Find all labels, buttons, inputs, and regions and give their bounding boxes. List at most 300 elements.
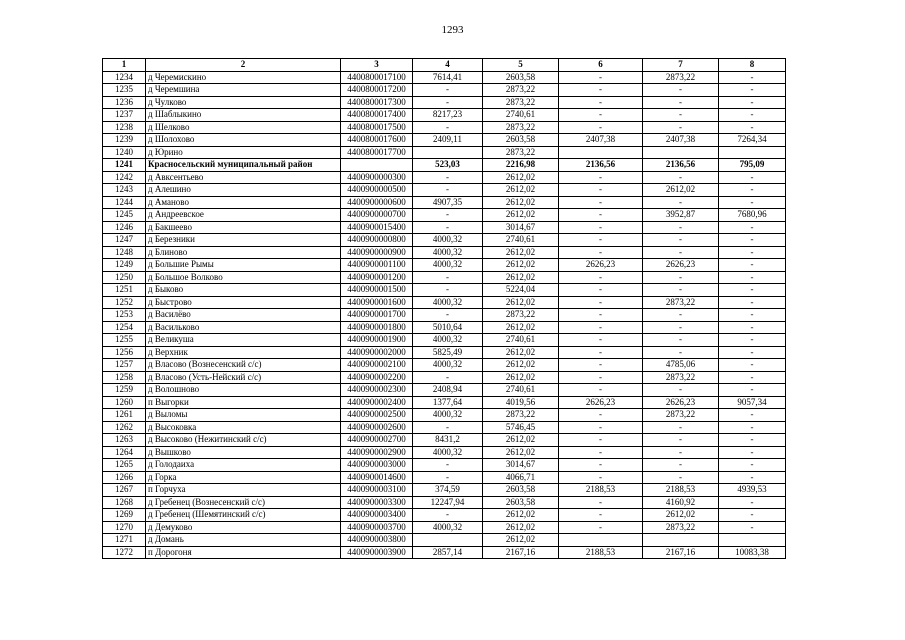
settlement-name: д Черемискино	[146, 71, 341, 84]
table-row	[103, 421, 786, 434]
cell-col8	[719, 534, 786, 547]
cell-col5: 5746,45	[483, 421, 559, 434]
cell-col8: -	[719, 121, 786, 134]
table-row	[103, 434, 786, 447]
cell-col6: -	[559, 309, 643, 322]
cell-col8: -	[719, 409, 786, 422]
oktmo-code: 4400900002600	[341, 421, 413, 434]
cell-col5: 2873,22	[483, 96, 559, 109]
cell-col5: 4066,71	[483, 471, 559, 484]
oktmo-code: 4400900001100	[341, 259, 413, 272]
cell-col4: 1377,64	[413, 396, 483, 409]
cell-col7: -	[643, 346, 719, 359]
cell-col8	[719, 146, 786, 159]
row-number: 1252	[103, 296, 146, 309]
cell-col4	[413, 146, 483, 159]
row-number: 1234	[103, 71, 146, 84]
row-number: 1243	[103, 184, 146, 197]
cell-col4: -	[413, 171, 483, 184]
settlement-name: д Черемшина	[146, 84, 341, 97]
cell-col4: -	[413, 371, 483, 384]
cell-col5: 2612,02	[483, 196, 559, 209]
header-row	[103, 59, 786, 72]
cell-col6: -	[559, 409, 643, 422]
cell-col7: 2612,02	[643, 184, 719, 197]
row-number: 1259	[103, 384, 146, 397]
cell-col5: 2612,02	[483, 434, 559, 447]
table-row	[103, 546, 786, 559]
cell-col4: -	[413, 421, 483, 434]
table-row	[103, 509, 786, 522]
cell-col7: -	[643, 446, 719, 459]
cell-col4: -	[413, 84, 483, 97]
oktmo-code: 4400900000500	[341, 184, 413, 197]
table-row	[103, 334, 786, 347]
column-header: 6	[559, 59, 643, 72]
oktmo-code: 4400900002700	[341, 434, 413, 447]
settlement-name: п Горчуха	[146, 484, 341, 497]
oktmo-code: 4400900000700	[341, 209, 413, 222]
cell-col7: 2136,56	[643, 159, 719, 172]
oktmo-code: 4400900003400	[341, 509, 413, 522]
cell-col5: 2873,22	[483, 409, 559, 422]
settlement-name: д Шелково	[146, 121, 341, 134]
settlement-name: д Шолохово	[146, 134, 341, 147]
row-number: 1255	[103, 334, 146, 347]
cell-col5: 2612,02	[483, 246, 559, 259]
cell-col4: 4000,32	[413, 446, 483, 459]
oktmo-code: 4400900001600	[341, 296, 413, 309]
cell-col8: -	[719, 271, 786, 284]
cell-col4: -	[413, 209, 483, 222]
table-row	[103, 484, 786, 497]
cell-col5: 2612,02	[483, 171, 559, 184]
column-header: 3	[341, 59, 413, 72]
cell-col5: 2873,22	[483, 121, 559, 134]
settlement-name: д Шаблыкино	[146, 109, 341, 122]
row-number: 1263	[103, 434, 146, 447]
settlement-name: д Власово (Усть-Нейский с/с)	[146, 371, 341, 384]
oktmo-code: 4400900015400	[341, 221, 413, 234]
row-number: 1246	[103, 221, 146, 234]
cell-col6: -	[559, 221, 643, 234]
cell-col4: -	[413, 284, 483, 297]
oktmo-code: 4400900002100	[341, 359, 413, 372]
oktmo-code: 4400900002900	[341, 446, 413, 459]
cell-col5: 3014,67	[483, 221, 559, 234]
cell-col5: 4019,56	[483, 396, 559, 409]
table-row	[103, 109, 786, 122]
cell-col6	[559, 146, 643, 159]
column-header: 8	[719, 59, 786, 72]
cell-col5: 2216,98	[483, 159, 559, 172]
cell-col6	[559, 534, 643, 547]
cell-col4: 523,03	[413, 159, 483, 172]
oktmo-code: 4400900003700	[341, 521, 413, 534]
row-number: 1272	[103, 546, 146, 559]
cell-col6: -	[559, 121, 643, 134]
cell-col8: 7680,96	[719, 209, 786, 222]
settlement-name: д Алешино	[146, 184, 341, 197]
row-number: 1260	[103, 396, 146, 409]
oktmo-code: 4400900002200	[341, 371, 413, 384]
cell-col7: -	[643, 196, 719, 209]
row-number: 1250	[103, 271, 146, 284]
cell-col6: -	[559, 496, 643, 509]
oktmo-code: 4400900003900	[341, 546, 413, 559]
oktmo-code: 4400900001500	[341, 284, 413, 297]
table-row	[103, 296, 786, 309]
cell-col4: 7614,41	[413, 71, 483, 84]
table-row	[103, 259, 786, 272]
cell-col8: -	[719, 446, 786, 459]
cell-col8: -	[719, 334, 786, 347]
table-row	[103, 284, 786, 297]
cell-col6: 2407,38	[559, 134, 643, 147]
column-header: 1	[103, 59, 146, 72]
row-number: 1254	[103, 321, 146, 334]
cell-col4: 4000,32	[413, 259, 483, 272]
cell-col7: -	[643, 121, 719, 134]
row-number: 1242	[103, 171, 146, 184]
settlement-name: д Горка	[146, 471, 341, 484]
column-header: 5	[483, 59, 559, 72]
cell-col5: 2740,61	[483, 334, 559, 347]
row-number: 1257	[103, 359, 146, 372]
cell-col5: 2612,02	[483, 321, 559, 334]
cell-col6: -	[559, 446, 643, 459]
cell-col7: 2873,22	[643, 371, 719, 384]
cell-col7: -	[643, 384, 719, 397]
cell-col7: -	[643, 309, 719, 322]
cell-col5: 2612,02	[483, 371, 559, 384]
cell-col7: -	[643, 109, 719, 122]
settlement-name: д Василёво	[146, 309, 341, 322]
row-number: 1266	[103, 471, 146, 484]
oktmo-code: 4400800017400	[341, 109, 413, 122]
oktmo-code: 4400900001200	[341, 271, 413, 284]
table-row	[103, 459, 786, 472]
cell-col8: -	[719, 109, 786, 122]
cell-col8: -	[719, 321, 786, 334]
cell-col4: 2857,14	[413, 546, 483, 559]
row-number: 1237	[103, 109, 146, 122]
settlement-name: д Высоково (Нежитинский с/с)	[146, 434, 341, 447]
oktmo-code: 4400900003000	[341, 459, 413, 472]
settlement-name: д Юрино	[146, 146, 341, 159]
cell-col4: 2409,11	[413, 134, 483, 147]
cell-col4: 5010,64	[413, 321, 483, 334]
cell-col7: -	[643, 421, 719, 434]
cell-col8: -	[719, 384, 786, 397]
cell-col7: 2188,53	[643, 484, 719, 497]
cell-col4: -	[413, 459, 483, 472]
cell-col6: -	[559, 209, 643, 222]
oktmo-code: 4400900003800	[341, 534, 413, 547]
cell-col6: -	[559, 171, 643, 184]
cell-col4: 4000,32	[413, 246, 483, 259]
cell-col8: -	[719, 309, 786, 322]
cell-col5: 2612,02	[483, 346, 559, 359]
row-number: 1244	[103, 196, 146, 209]
oktmo-code: 4400800017200	[341, 84, 413, 97]
cell-col7: 2873,22	[643, 409, 719, 422]
oktmo-code: 4400900002000	[341, 346, 413, 359]
cell-col6: 2626,23	[559, 259, 643, 272]
cell-col5: 2612,02	[483, 209, 559, 222]
cell-col7: -	[643, 434, 719, 447]
cell-col4: -	[413, 509, 483, 522]
cell-col4: -	[413, 271, 483, 284]
row-number: 1238	[103, 121, 146, 134]
settlement-name: д Аманово	[146, 196, 341, 209]
oktmo-code: 4400900002300	[341, 384, 413, 397]
cell-col5: 5224,04	[483, 284, 559, 297]
cell-col8: -	[719, 84, 786, 97]
cell-col7: 2873,22	[643, 71, 719, 84]
table-row	[103, 171, 786, 184]
cell-col7: -	[643, 321, 719, 334]
cell-col8: -	[719, 459, 786, 472]
cell-col6: -	[559, 196, 643, 209]
cell-col5: 2167,16	[483, 546, 559, 559]
cell-col7	[643, 146, 719, 159]
table-row	[103, 471, 786, 484]
cell-col4: 4000,32	[413, 296, 483, 309]
cell-col4: 4000,32	[413, 334, 483, 347]
cell-col8: -	[719, 71, 786, 84]
cell-col6: -	[559, 421, 643, 434]
table-row	[103, 321, 786, 334]
row-number: 1269	[103, 509, 146, 522]
settlement-name: д Быстрово	[146, 296, 341, 309]
table-row	[103, 371, 786, 384]
cell-col7: 2167,16	[643, 546, 719, 559]
table-row	[103, 96, 786, 109]
row-number: 1241	[103, 159, 146, 172]
cell-col7: -	[643, 221, 719, 234]
cell-col5: 2873,22	[483, 309, 559, 322]
row-number: 1271	[103, 534, 146, 547]
cell-col7: -	[643, 84, 719, 97]
settlement-name: д Демуково	[146, 521, 341, 534]
table-row	[103, 346, 786, 359]
cell-col6: -	[559, 234, 643, 247]
cell-col8: -	[719, 471, 786, 484]
cell-col7: 2612,02	[643, 509, 719, 522]
cell-col4: 4907,35	[413, 196, 483, 209]
cell-col7: -	[643, 334, 719, 347]
cell-col6: -	[559, 471, 643, 484]
cell-col6: -	[559, 434, 643, 447]
oktmo-code: 4400900003100	[341, 484, 413, 497]
table-row	[103, 221, 786, 234]
oktmo-code: 4400900001900	[341, 334, 413, 347]
oktmo-code: 4400800017300	[341, 96, 413, 109]
settlement-name: д Выломы	[146, 409, 341, 422]
cell-col6: -	[559, 271, 643, 284]
cell-col5: 2612,02	[483, 271, 559, 284]
oktmo-code: 4400900001800	[341, 321, 413, 334]
settlement-name: д Высоковка	[146, 421, 341, 434]
cell-col8: 7264,34	[719, 134, 786, 147]
row-number: 1249	[103, 259, 146, 272]
cell-col8: -	[719, 96, 786, 109]
oktmo-code	[341, 159, 413, 172]
cell-col8: -	[719, 346, 786, 359]
row-number: 1267	[103, 484, 146, 497]
cell-col4: 4000,32	[413, 234, 483, 247]
row-number: 1235	[103, 84, 146, 97]
row-number: 1270	[103, 521, 146, 534]
cell-col7: 2626,23	[643, 259, 719, 272]
row-number: 1247	[103, 234, 146, 247]
settlement-name: д Вышково	[146, 446, 341, 459]
settlement-name: д Большое Волково	[146, 271, 341, 284]
cell-col7: 4160,92	[643, 496, 719, 509]
oktmo-code: 4400900000800	[341, 234, 413, 247]
row-number: 1253	[103, 309, 146, 322]
oktmo-code: 4400900000900	[341, 246, 413, 259]
settlement-name: д Березники	[146, 234, 341, 247]
column-header: 2	[146, 59, 341, 72]
cell-col8: -	[719, 359, 786, 372]
settlement-name: д Власово (Вознесенский с/с)	[146, 359, 341, 372]
page-number: 1293	[441, 24, 464, 36]
cell-col5: 2612,02	[483, 359, 559, 372]
settlement-name: д Блиново	[146, 246, 341, 259]
table-row	[103, 396, 786, 409]
table-row	[103, 246, 786, 259]
cell-col6: -	[559, 284, 643, 297]
cell-col7	[643, 534, 719, 547]
settlement-name: д Андреевское	[146, 209, 341, 222]
cell-col6: -	[559, 371, 643, 384]
cell-col4: 12247,94	[413, 496, 483, 509]
settlement-name: д Голодаиха	[146, 459, 341, 472]
cell-col6: -	[559, 321, 643, 334]
cell-col5: 2612,02	[483, 259, 559, 272]
cell-col5: 2740,61	[483, 234, 559, 247]
row-number: 1265	[103, 459, 146, 472]
table-row	[103, 309, 786, 322]
cell-col7: 3952,87	[643, 209, 719, 222]
row-number: 1264	[103, 446, 146, 459]
cell-col8: -	[719, 371, 786, 384]
table-row	[103, 384, 786, 397]
settlement-name: д Гребенец (Шемятинский с/с)	[146, 509, 341, 522]
row-number: 1268	[103, 496, 146, 509]
cell-col8: -	[719, 496, 786, 509]
column-header: 7	[643, 59, 719, 72]
cell-col4: 4000,32	[413, 409, 483, 422]
cell-col6: -	[559, 84, 643, 97]
cell-col6: 2188,53	[559, 546, 643, 559]
oktmo-code: 4400900014600	[341, 471, 413, 484]
cell-col4: -	[413, 221, 483, 234]
cell-col7: -	[643, 284, 719, 297]
cell-col6: -	[559, 359, 643, 372]
table-row	[103, 271, 786, 284]
oktmo-code: 4400900001700	[341, 309, 413, 322]
row-number: 1261	[103, 409, 146, 422]
cell-col8: 795,09	[719, 159, 786, 172]
cell-col4: 374,59	[413, 484, 483, 497]
cell-col8: 9057,34	[719, 396, 786, 409]
table-row	[103, 359, 786, 372]
settlement-name: д Верхник	[146, 346, 341, 359]
cell-col8: -	[719, 434, 786, 447]
cell-col4: -	[413, 184, 483, 197]
cell-col7: -	[643, 234, 719, 247]
cell-col7: -	[643, 246, 719, 259]
cell-col6: -	[559, 346, 643, 359]
row-number: 1245	[103, 209, 146, 222]
row-number: 1251	[103, 284, 146, 297]
cell-col6: 2188,53	[559, 484, 643, 497]
cell-col5: 2603,58	[483, 484, 559, 497]
table-row	[103, 446, 786, 459]
oktmo-code: 4400800017500	[341, 121, 413, 134]
cell-col4	[413, 534, 483, 547]
cell-col5: 2873,22	[483, 146, 559, 159]
settlement-name: д Бакшеево	[146, 221, 341, 234]
table-row	[103, 134, 786, 147]
cell-col6: -	[559, 334, 643, 347]
cell-col8: -	[719, 184, 786, 197]
oktmo-code: 4400900002400	[341, 396, 413, 409]
settlement-name: д Великуша	[146, 334, 341, 347]
cell-col7: -	[643, 471, 719, 484]
settlement-name: д Быково	[146, 284, 341, 297]
oktmo-code: 4400800017600	[341, 134, 413, 147]
settlement-name: д Волошново	[146, 384, 341, 397]
settlement-name: Красносельский муниципальный район	[146, 159, 341, 172]
row-number: 1236	[103, 96, 146, 109]
row-number: 1248	[103, 246, 146, 259]
cell-col5: 2740,61	[483, 109, 559, 122]
row-number: 1256	[103, 346, 146, 359]
cell-col8: 4939,53	[719, 484, 786, 497]
cell-col6: -	[559, 246, 643, 259]
cell-col8: -	[719, 296, 786, 309]
cell-col4: -	[413, 309, 483, 322]
table-row	[103, 121, 786, 134]
cell-col7: -	[643, 459, 719, 472]
table-row	[103, 196, 786, 209]
cell-col6: -	[559, 459, 643, 472]
column-header: 4	[413, 59, 483, 72]
table-row	[103, 521, 786, 534]
tariff-table	[102, 58, 786, 559]
row-number: 1239	[103, 134, 146, 147]
cell-col8: -	[719, 246, 786, 259]
table-row	[103, 71, 786, 84]
oktmo-code: 4400800017700	[341, 146, 413, 159]
settlement-name: д Домань	[146, 534, 341, 547]
cell-col7: 2407,38	[643, 134, 719, 147]
table-row	[103, 146, 786, 159]
oktmo-code: 4400900000300	[341, 171, 413, 184]
cell-col5: 2612,02	[483, 184, 559, 197]
cell-col5: 2612,02	[483, 521, 559, 534]
cell-col6: -	[559, 109, 643, 122]
cell-col7: -	[643, 171, 719, 184]
cell-col6: 2626,23	[559, 396, 643, 409]
cell-col6: 2136,56	[559, 159, 643, 172]
cell-col8: 10083,38	[719, 546, 786, 559]
row-number: 1240	[103, 146, 146, 159]
